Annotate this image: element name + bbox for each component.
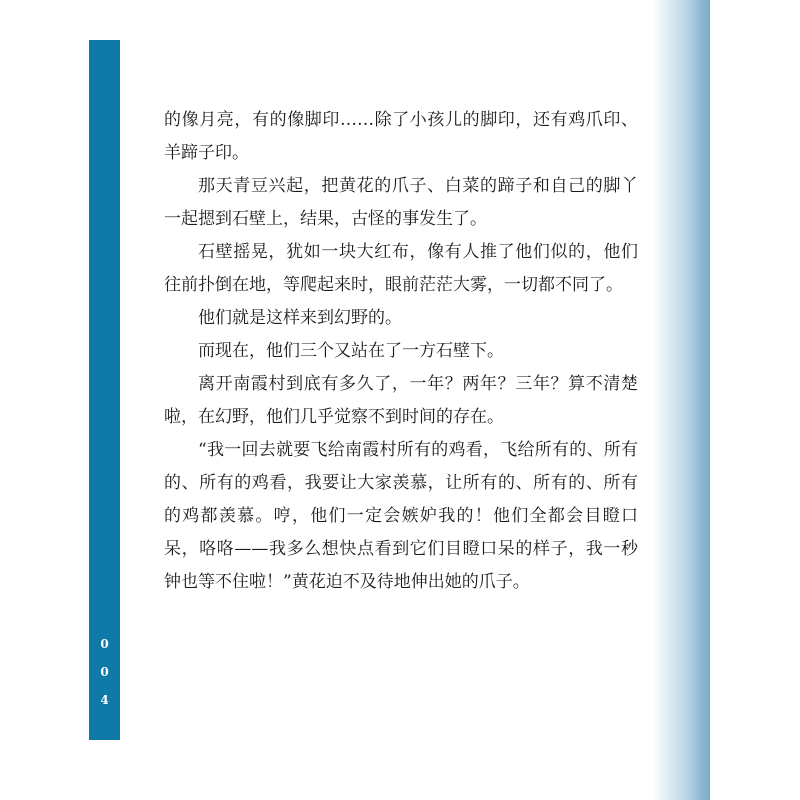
paragraph: “我一回去就要飞给南霞村所有的鸡看，飞给所有的、所有的、所有的鸡看，我要让大家羡慕，让所有的、所有的、所有的鸡都羡慕。哼，他们一定会嫉妒我的！他们全都会目瞪口呆，咯咯——我多么想快点看到它们目瞪口呆的样子，我一秒钟也等不住啦！”黄花迫不及待地伸出她的爪子。 [164,440,638,592]
body-text [164,104,638,599]
page-number-digit: 0 [100,665,109,679]
paragraph: 他们就是这样来到幻野的。 [198,308,402,328]
page-number [89,630,120,714]
page-number-digit: 4 [100,693,109,707]
paragraph: 而现在，他们三个又站在了一方石壁下。 [198,341,504,361]
paragraph: 离开南霞村到底有多久了，一年？两年？三年？算不清楚啦，在幻野，他们几乎觉察不到时间的存在。 [164,374,638,427]
paragraph: 石壁摇晃，犹如一块大红布，像有人推了他们似的，他们往前扑倒在地，等爬起来时，眼前茫茫大雾，一切都不同了。 [164,242,638,295]
paragraph: 的像月亮，有的像脚印……除了小孩儿的脚印，还有鸡爪印、羊蹄子印。 [164,110,638,163]
paragraph: 那天青豆兴起，把黄花的爪子、白菜的蹄子和自己的脚丫一起摁到石壁上，结果，古怪的事发生了。 [164,176,638,229]
page-number-digit: 0 [100,637,109,651]
right-edge-gradient [653,0,710,800]
